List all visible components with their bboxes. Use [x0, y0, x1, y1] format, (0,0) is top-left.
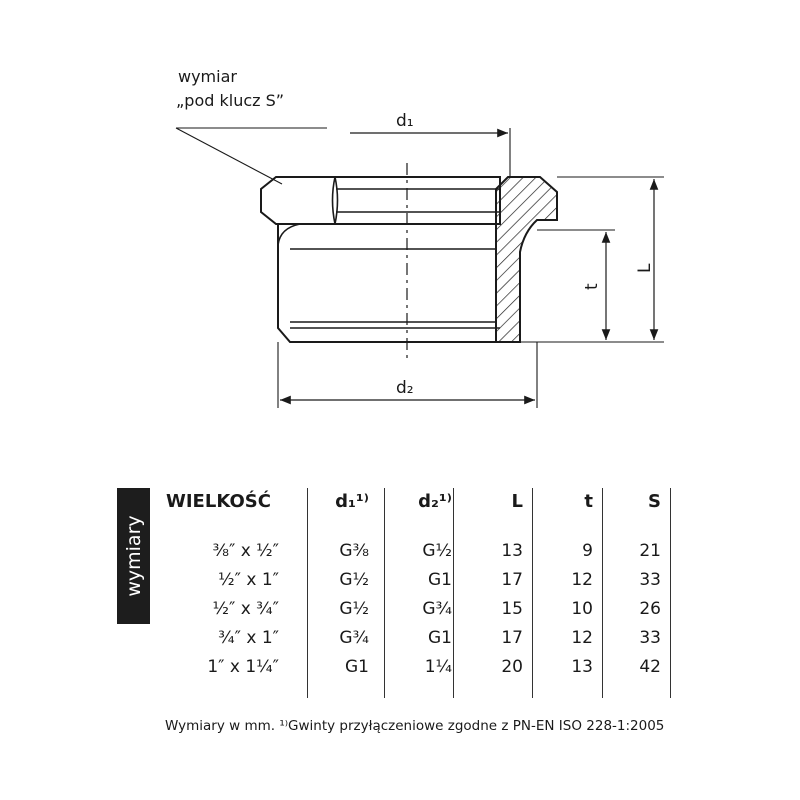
cell-S: 33 [639, 570, 661, 590]
header-d1: d₁¹⁾ [335, 491, 369, 512]
cell-d2: 1¼ [424, 657, 452, 677]
cell-t: 13 [571, 657, 593, 677]
column-divider [384, 488, 385, 698]
header-size: WIELKOŚĆ [166, 491, 271, 512]
column-divider [307, 488, 308, 698]
cell-d1: G½ [339, 570, 369, 590]
cell-d1: G⅜ [339, 541, 369, 561]
side-tab [117, 488, 150, 624]
section-hatch [496, 177, 557, 342]
side-tab-label: wymiary [122, 515, 145, 597]
extension-lines [176, 128, 664, 408]
cell-S: 21 [639, 541, 661, 561]
part-outline [261, 177, 510, 342]
cell-S: 26 [639, 599, 661, 619]
cell-L: 20 [501, 657, 523, 677]
column-divider [602, 488, 603, 698]
cell-d2: G1 [428, 628, 452, 648]
header-S: S [648, 491, 661, 512]
cell-size: ⅜″ x ½″ [212, 541, 279, 561]
header-d2: d₂¹⁾ [418, 491, 452, 512]
cell-d1: G¾ [339, 628, 369, 648]
cell-size: 1″ x 1¼″ [207, 657, 279, 677]
dim-L-label: L [635, 263, 655, 273]
cell-d2: G½ [422, 541, 452, 561]
cell-L: 13 [501, 541, 523, 561]
column-divider [670, 488, 671, 698]
column-divider [453, 488, 454, 698]
cell-t: 10 [571, 599, 593, 619]
wrench-label-line1: wymiar [178, 67, 237, 86]
cell-L: 15 [501, 599, 523, 619]
cell-t: 12 [571, 628, 593, 648]
dim-d2-label: d₂ [396, 378, 414, 398]
cell-L: 17 [501, 570, 523, 590]
cell-t: 9 [582, 541, 593, 561]
cell-size: ½″ x 1″ [218, 570, 279, 590]
cell-d2: G1 [428, 570, 452, 590]
header-t: t [584, 491, 593, 512]
cell-size: ¾″ x 1″ [218, 628, 279, 648]
cell-L: 17 [501, 628, 523, 648]
column-divider [532, 488, 533, 698]
cell-d2: G¾ [422, 599, 452, 619]
cell-t: 12 [571, 570, 593, 590]
dimensions-table [150, 488, 680, 700]
cell-S: 42 [639, 657, 661, 677]
cell-d1: G½ [339, 599, 369, 619]
dim-d1-label: d₁ [396, 111, 414, 131]
dimension-lines [280, 133, 654, 400]
cell-S: 33 [639, 628, 661, 648]
dim-t-label: t [582, 283, 602, 290]
wrench-label-line2: „pod klucz S” [176, 91, 285, 110]
footnote: Wymiary w mm. ¹⁾Gwinty przyłączeniowe zgodne z PN-EN ISO 228-1:2005 [165, 718, 665, 734]
cell-size: ½″ x ¾″ [212, 599, 279, 619]
cell-d1: G1 [345, 657, 369, 677]
header-L: L [511, 491, 523, 512]
